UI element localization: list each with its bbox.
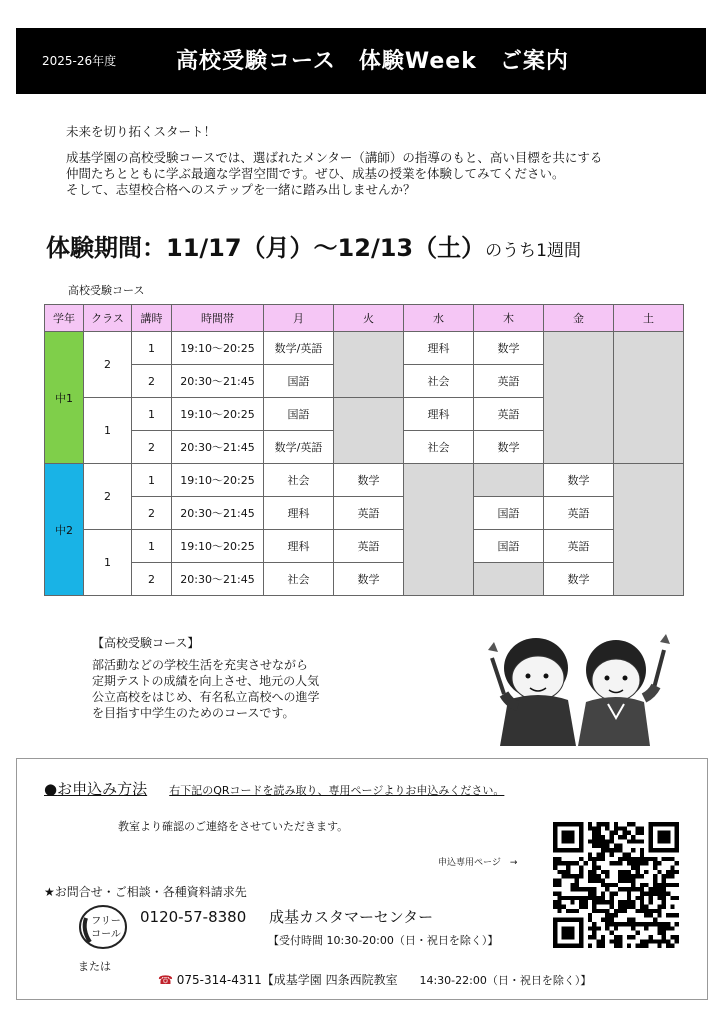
customer-center: 成基カスタマーセンター <box>269 908 434 926</box>
mon-cell: 理科 <box>264 530 334 563</box>
mon-cell: 数学/英語 <box>264 431 334 464</box>
thu-cell: 英語 <box>474 398 544 431</box>
thu-closed-cell <box>474 563 544 596</box>
trial-period-dates: 体験期間：11/17（月）～12/13（土） <box>46 234 486 262</box>
header-mon: 月 <box>264 305 334 332</box>
period-cell: 2 <box>132 563 172 596</box>
freephone-number[interactable]: 0120-57-8380 <box>140 908 247 926</box>
wed-cell: 理科 <box>404 398 474 431</box>
sat-closed-cell <box>614 464 684 596</box>
students-illustration <box>478 628 678 746</box>
wed-cell: 理科 <box>404 332 474 365</box>
apply-method-label: お申込み方法 <box>57 780 148 798</box>
fri-cell: 英語 <box>544 530 614 563</box>
tue-cell: 数学 <box>334 464 404 497</box>
intro-line: そして、志望校合格へのステップを一緒に踏み出しませんか？ <box>66 182 416 197</box>
table-row <box>45 530 684 563</box>
sat-closed-cell <box>614 332 684 464</box>
mon-cell: 数学/英語 <box>264 332 334 365</box>
school-name: 【成基学園 四条西院教室 <box>261 973 398 987</box>
time-cell: 20:30～21:45 <box>172 365 264 398</box>
grade-cell: 中1 <box>45 332 84 464</box>
reception-hours: 【受付時間 10:30-20:00（日・祝日を除く）】 <box>268 934 499 947</box>
free-dial-text: フリー <box>91 916 121 927</box>
page-title: 高校受験コース 体験Week ご案内 <box>176 49 569 74</box>
thu-cell: 数学 <box>474 431 544 464</box>
header-fri: 金 <box>544 305 614 332</box>
wed-cell: 社会 <box>404 431 474 464</box>
time-cell: 19:10～20:25 <box>172 530 264 563</box>
trial-period-suffix: のうち1週間 <box>485 241 581 261</box>
trial-period <box>46 228 581 263</box>
course-line: 部活動などの学校生活を充実させながら <box>92 658 309 672</box>
class-cell: 2 <box>84 464 132 530</box>
school-year: 2025-26年度 <box>42 54 117 68</box>
schedule-header-row <box>45 305 684 332</box>
grade-cell: 中2 <box>45 464 84 596</box>
header-sat: 土 <box>614 305 684 332</box>
fri-cell: 数学 <box>544 464 614 497</box>
course-line: 定期テストの成績を向上させ、地元の人気 <box>92 674 320 688</box>
intro-line: 仲間たちとともに学ぶ最適な学習空間です。ぜひ、成基の授業を体験してみてください。 <box>66 166 565 181</box>
phone-icon: ☎ <box>158 973 173 987</box>
header-tue: 火 <box>334 305 404 332</box>
fri-cell: 英語 <box>544 497 614 530</box>
header-period: 講時 <box>132 305 172 332</box>
school-phone-number[interactable]: 075-314-4311 <box>176 973 262 987</box>
mon-cell: 国語 <box>264 365 334 398</box>
school-phone-line <box>158 971 591 988</box>
period-cell: 1 <box>132 332 172 365</box>
header-grade: 学年 <box>45 305 84 332</box>
thu-cell: 国語 <box>474 497 544 530</box>
period-cell: 1 <box>132 398 172 431</box>
period-cell: 1 <box>132 530 172 563</box>
class-cell: 1 <box>84 398 132 464</box>
course-heading: 【高校受験コース】 <box>92 636 200 650</box>
thu-closed-cell <box>474 464 544 497</box>
time-cell: 19:10～20:25 <box>172 332 264 365</box>
header-wed: 水 <box>404 305 474 332</box>
tue-closed-cell <box>334 398 404 464</box>
intro-line: 成基学園の高校受験コースでは、選ばれたメンター（講師）の指導のもと、高い目標を共にする <box>66 150 603 165</box>
inquiry-heading: ★お問合せ・ご相談・各種資料請求先 <box>44 885 247 899</box>
course-line: 公立高校をはじめ、有名私立高校への進学 <box>92 690 320 704</box>
fri-cell: 数学 <box>544 563 614 596</box>
free-dial-text: コール <box>91 929 121 940</box>
header-banner <box>16 28 706 94</box>
mon-cell: 国語 <box>264 398 334 431</box>
table-row <box>45 464 684 497</box>
time-cell: 19:10～20:25 <box>172 464 264 497</box>
intro-text <box>66 124 706 198</box>
header-class: クラス <box>84 305 132 332</box>
table-row <box>45 497 684 530</box>
apply-note: 右下記のQRコードを読み取り、専用ページよりお申込みください。 <box>169 784 505 797</box>
mon-cell: 社会 <box>264 464 334 497</box>
apply-method-heading <box>44 780 147 798</box>
class-cell: 2 <box>84 332 132 398</box>
period-cell: 1 <box>132 464 172 497</box>
qr-caption: 申込専用ページ → <box>438 858 518 868</box>
thu-cell: 国語 <box>474 530 544 563</box>
time-cell: 20:30～21:45 <box>172 563 264 596</box>
freephone-line <box>140 906 433 927</box>
period-cell: 2 <box>132 497 172 530</box>
tue-cell: 数学 <box>334 563 404 596</box>
time-cell: 19:10～20:25 <box>172 398 264 431</box>
header-thu: 木 <box>474 305 544 332</box>
free-dial-icon <box>78 904 128 950</box>
mon-cell: 社会 <box>264 563 334 596</box>
intro-lead: 未来を切り拓くスタート！ <box>66 124 217 139</box>
table-row <box>45 332 684 365</box>
or-text: または <box>78 960 111 973</box>
schedule-table <box>44 304 684 596</box>
bullet-marker: ● <box>44 780 58 798</box>
table-caption: 高校受験コース <box>68 284 145 297</box>
qr-code[interactable] <box>552 822 680 948</box>
header-time: 時間帯 <box>172 305 264 332</box>
table-row <box>45 563 684 596</box>
tue-closed-cell <box>334 332 404 398</box>
class-cell: 1 <box>84 530 132 596</box>
wed-closed-cell <box>404 464 474 596</box>
wed-cell: 社会 <box>404 365 474 398</box>
tue-cell: 英語 <box>334 497 404 530</box>
apply-method <box>44 778 504 799</box>
course-line: を目指す中学生のためのコースです。 <box>92 706 295 720</box>
time-cell: 20:30～21:45 <box>172 497 264 530</box>
period-cell: 2 <box>132 365 172 398</box>
period-cell: 2 <box>132 431 172 464</box>
thu-cell: 数学 <box>474 332 544 365</box>
confirm-text: 教室より確認のご連絡をさせていただきます。 <box>118 820 349 833</box>
fri-closed-cell <box>544 332 614 464</box>
thu-cell: 英語 <box>474 365 544 398</box>
tue-cell: 英語 <box>334 530 404 563</box>
course-description <box>92 635 412 721</box>
school-hours: 14:30-22:00（日・祝日を除く）】 <box>419 974 592 987</box>
mon-cell: 理科 <box>264 497 334 530</box>
time-cell: 20:30～21:45 <box>172 431 264 464</box>
